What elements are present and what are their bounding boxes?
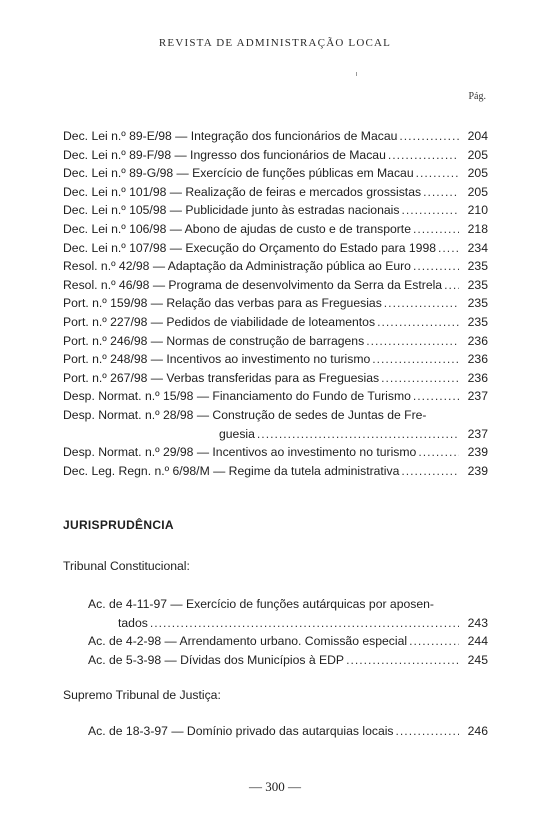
toc-entry-page: 205 — [467, 184, 488, 199]
toc-entry — [63, 146, 488, 165]
toc-entry-page: 239 — [467, 463, 488, 478]
toc-entry — [63, 183, 488, 202]
case-entry-page: 246 — [467, 724, 488, 738]
toc-entry-title: Desp. Normat. n.º 29/98 — Incentivos ao investimento no turismo — [63, 445, 417, 460]
dot-leader — [416, 164, 459, 183]
toc-entry-page: 235 — [467, 259, 488, 274]
case-entry-continuation — [88, 614, 488, 633]
case-entry-title-continuation: tados — [118, 615, 148, 630]
dot-leader — [423, 183, 459, 202]
toc-entry-title-continuation: guesia — [219, 426, 255, 441]
toc-entry-title: Resol. n.º 42/98 — Adaptação da Administração pública ao Euro — [63, 259, 411, 274]
toc-entry-page: 218 — [467, 221, 488, 236]
toc-entry-title: Dec. Leg. Regn. n.º 6/98/M — Regime da tutela administrativa — [63, 463, 400, 478]
toc-entry-page: 234 — [467, 240, 488, 255]
toc-entry — [63, 164, 488, 183]
case-entry-page: 244 — [467, 634, 488, 649]
table-of-contents — [63, 127, 488, 480]
toc-entry — [63, 332, 488, 351]
toc-entry-first-line — [63, 406, 488, 425]
court-name: Tribunal Constitucional: — [63, 559, 190, 573]
case-entry — [88, 651, 488, 670]
toc-entry-title: Dec. Lei n.º 105/98 — Publicidade junto às estradas nacionais — [63, 203, 400, 218]
toc-entry — [63, 276, 488, 295]
toc-entry — [63, 369, 488, 388]
dot-leader — [444, 276, 459, 295]
toc-entry-page: 235 — [467, 296, 488, 311]
dot-leader — [396, 722, 459, 741]
case-entry-title: Ac. de 4-2-98 — Arrendamento urbano. Comissão especial — [88, 634, 408, 649]
toc-entry — [63, 462, 488, 481]
toc-entry-title: Dec. Lei n.º 89-F/98 — Ingresso dos funcionários de Macau — [63, 147, 386, 162]
case-list — [88, 722, 488, 741]
toc-entry-title: Port. n.º 248/98 — Incentivos ao investimento no turismo — [63, 352, 371, 367]
toc-entry — [63, 387, 488, 406]
court-name: Supremo Tribunal de Justiça: — [63, 688, 221, 702]
case-entry — [88, 722, 488, 741]
toc-entry-title: Desp. Normat. n.º 28/98 — Construção de sedes de Juntas de Fre- — [63, 407, 427, 422]
toc-entry-title: Port. n.º 267/98 — Verbas transferidas para as Freguesias — [63, 370, 380, 385]
toc-entry-title: Dec. Lei n.º 89-G/98 — Exercício de funções públicas em Macau — [63, 166, 414, 181]
case-entry-title: Ac. de 4-11-97 — Exercício de funções autárquicas por aposen- — [88, 597, 434, 611]
toc-entry-page: 235 — [467, 314, 488, 329]
dot-leader — [346, 651, 459, 670]
toc-entry-title: Dec. Lei n.º 106/98 — Abono de ajudas de custo e de transporte — [63, 221, 411, 236]
toc-entry — [63, 239, 488, 258]
toc-entry-page: 237 — [467, 426, 488, 441]
dot-leader — [399, 127, 459, 146]
toc-entry-title: Resol. n.º 46/98 — Programa de desenvolvimento da Serra da Estrela — [63, 277, 443, 292]
dot-leader — [372, 350, 459, 369]
case-entry-first-line — [88, 595, 488, 614]
page-number: — 300 — — [249, 779, 301, 794]
dot-leader — [366, 332, 459, 351]
dot-leader — [418, 443, 459, 462]
toc-entry — [63, 127, 488, 146]
dot-leader — [150, 614, 459, 633]
toc-entry-page: 235 — [467, 277, 488, 292]
toc-entry-page: 236 — [467, 333, 488, 348]
dot-leader — [401, 201, 459, 220]
dot-leader — [438, 239, 459, 258]
dot-leader — [377, 313, 459, 332]
toc-entry-title: Dec. Lei n.º 89-E/98 — Integração dos funcionários de Macau — [63, 129, 398, 143]
toc-entry-page: 236 — [467, 352, 488, 367]
case-entry — [88, 632, 488, 651]
dot-leader — [388, 146, 459, 165]
toc-entry — [63, 443, 488, 462]
scan-speck — [356, 72, 357, 76]
toc-entry-page: 237 — [467, 389, 488, 404]
dot-leader — [413, 220, 459, 239]
dot-leader — [413, 257, 459, 276]
running-title: REVISTA DE ADMINISTRAÇÃO LOCAL — [158, 37, 392, 49]
toc-entry-title: Port. n.º 227/98 — Pedidos de viabilidade de loteamentos — [63, 314, 376, 329]
dot-leader — [401, 462, 459, 481]
toc-entry — [63, 257, 488, 276]
dot-leader — [413, 387, 459, 406]
toc-entry-page: 205 — [467, 147, 488, 162]
toc-entry-title: Port. n.º 246/98 — Normas de construção de barragens — [63, 333, 365, 348]
toc-entry-page: 239 — [467, 445, 488, 460]
toc-entry — [63, 201, 488, 220]
toc-entry — [63, 294, 488, 313]
case-entry-page: 245 — [467, 652, 488, 667]
dot-leader — [381, 369, 459, 388]
section-heading-jurisprudence: JURISPRUDÊNCIA — [63, 518, 174, 532]
toc-entry — [63, 313, 488, 332]
toc-entry-title: Port. n.º 159/98 — Relação das verbas para as Freguesias — [63, 296, 382, 311]
toc-entry-continuation — [63, 425, 488, 444]
case-entry-title: Ac. de 18-3-97 — Domínio privado das autarquias locais — [88, 724, 394, 738]
page-column-label: Pág. — [468, 91, 486, 102]
toc-entry-title: Dec. Lei n.º 107/98 — Execução do Orçamento do Estado para 1998 — [63, 240, 437, 255]
case-entry-title: Ac. de 5-3-98 — Dívidas dos Municípios à EDP — [88, 652, 345, 667]
toc-entry-page: 236 — [467, 370, 488, 385]
toc-entry-page: 204 — [467, 129, 488, 143]
toc-entry-title: Dec. Lei n.º 101/98 — Realização de feiras e mercados grossistas — [63, 184, 422, 199]
toc-entry-page: 210 — [467, 203, 488, 218]
toc-entry-title: Desp. Normat. n.º 15/98 — Financiamento do Fundo de Turismo — [63, 389, 411, 404]
toc-entry — [63, 220, 488, 239]
dot-leader — [409, 632, 459, 651]
toc-entry-page: 205 — [467, 166, 488, 181]
case-list — [88, 595, 488, 669]
dot-leader — [257, 425, 459, 444]
case-entry-page: 243 — [467, 615, 488, 630]
dot-leader — [384, 294, 459, 313]
toc-entry — [63, 350, 488, 369]
